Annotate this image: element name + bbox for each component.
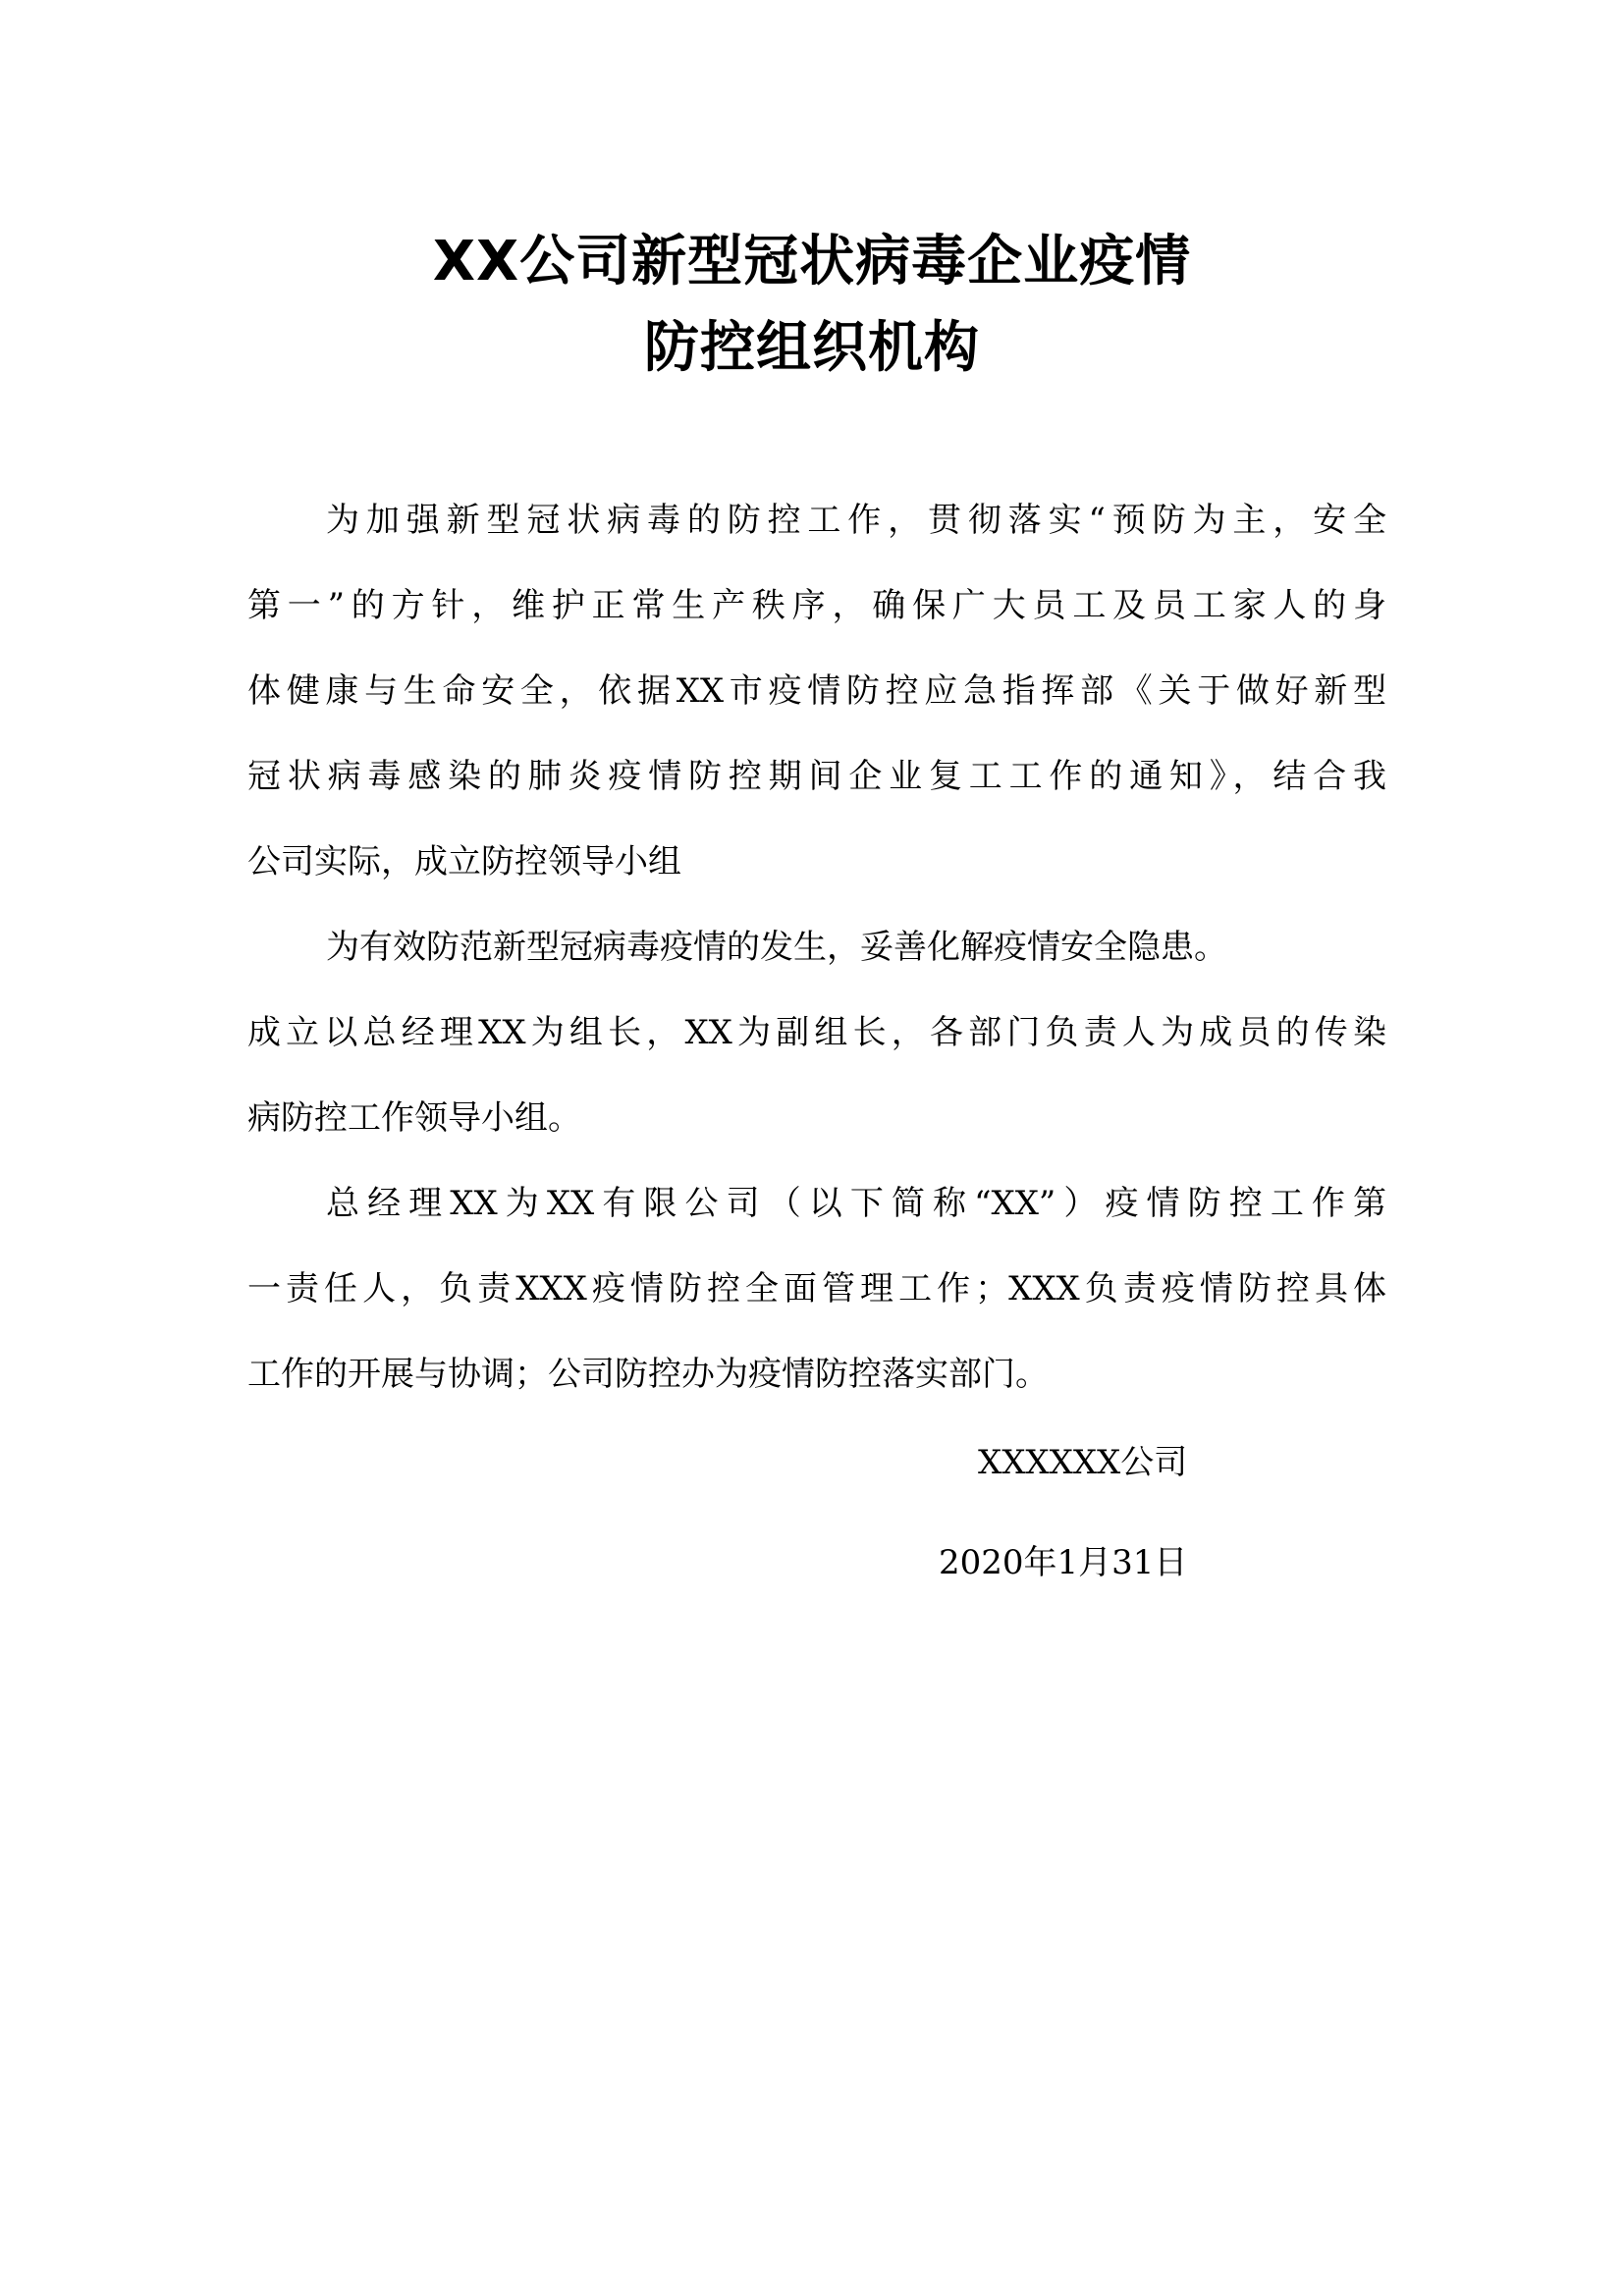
document-title-line-1: XX公司新型冠状病毒企业疫情 — [432, 230, 1192, 294]
paragraph-1-line-2: 第一”的方针，维护正常生产秩序，确保广大员工及员工家人的身 — [247, 586, 1386, 625]
signature-date: 2020年1月31日 — [939, 1543, 1188, 1582]
paragraph-2-line-1: 为有效防范新型冠病毒疫情的发生，妥善化解疫情安全隐患。 — [326, 928, 1227, 967]
paragraph-3-line-2: 一责任人，负责XXX疫情防控全面管理工作；XXX负责疫情防控具体 — [247, 1269, 1386, 1308]
paragraph-2-line-2: 成立以总经理XX为组长，XX为副组长，各部门负责人为成员的传染 — [247, 1013, 1386, 1052]
paragraph-3-line-3: 工作的开展与协调；公司防控办为疫情防控落实部门。 — [247, 1355, 1049, 1394]
paragraph-1-line-5: 公司实际，成立防控领导小组 — [247, 842, 681, 881]
document-title-line-2: 防控组织机构 — [644, 316, 980, 380]
paragraph-2-line-3: 病防控工作领导小组。 — [247, 1098, 581, 1138]
paragraph-1-line-4: 冠状病毒感染的肺炎疫情防控期间企业复工工作的通知》，结合我 — [247, 757, 1386, 796]
paragraph-1-line-1: 为加强新型冠状病毒的防控工作，贯彻落实“预防为主，安全 — [326, 501, 1386, 540]
paragraph-1-line-3: 体健康与生命安全，依据XX市疫情防控应急指挥部《关于做好新型 — [247, 671, 1386, 711]
signature-company: XXXXXX公司 — [978, 1443, 1188, 1482]
paragraph-3-line-1: 总经理XX为XX有限公司（以下简称“XX”）疫情防控工作第 — [326, 1184, 1386, 1223]
